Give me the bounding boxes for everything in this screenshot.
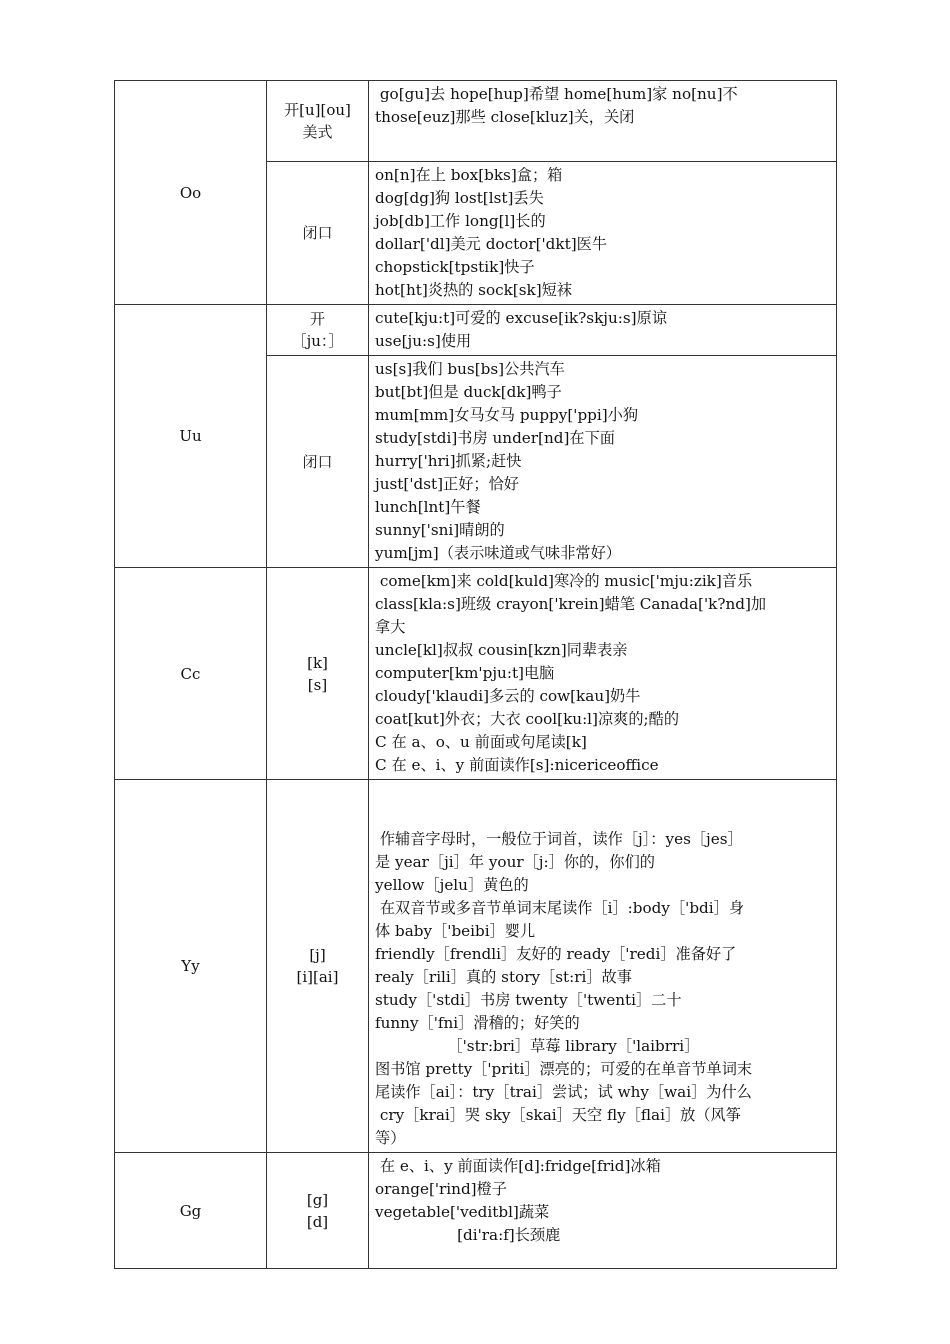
word-line: sunny['sni]晴朗的 bbox=[375, 521, 505, 539]
letter-cell: Oo bbox=[115, 81, 267, 305]
word-line: 是 year［ji］年 your［j:］你的，你们的 bbox=[375, 853, 655, 871]
word-line: 图书馆 pretty［'priti］漂亮的；可爱的在单音节单词末 bbox=[375, 1060, 753, 1078]
sound-cell bbox=[267, 568, 369, 780]
word-line: realy［rili］真的 story［st:ri］故事 bbox=[375, 968, 632, 986]
word-line: yum[jm]（表示味道或气味非常好） bbox=[375, 544, 621, 562]
table-row bbox=[115, 1153, 837, 1269]
word-line: C 在 a、o、u 前面或句尾读[k] bbox=[375, 733, 587, 751]
word-line: cloudy['klaudi]多云的 cow[kau]奶牛 bbox=[375, 687, 641, 705]
sound-cell bbox=[267, 81, 369, 162]
word-line: ［'str:bri］草莓 library［'laibrri］ bbox=[375, 1037, 700, 1055]
word-line bbox=[375, 805, 830, 828]
word-line: friendly［frendli］友好的 ready［'redi］准备好了 bbox=[375, 945, 737, 963]
sound-line: 闭口 bbox=[302, 224, 333, 242]
word-line: lunch[lnt]午餐 bbox=[375, 498, 481, 516]
words-cell bbox=[369, 162, 837, 305]
word-line: 在双音节或多音节单词末尾读作［i］:body［'bdi］身 bbox=[375, 899, 745, 917]
word-line: study[stdi]书房 under[nd]在下面 bbox=[375, 429, 615, 447]
word-line: uncle[kl]叔叔 cousin[kzn]同辈表亲 bbox=[375, 641, 628, 659]
word-line: dog[dg]狗 lost[lst]丢失 bbox=[375, 189, 544, 207]
word-line: us[s]我们 bus[bs]公共汽车 bbox=[375, 360, 565, 378]
letter-cell: Cc bbox=[115, 568, 267, 780]
word-line: 在 e、i、y 前面读作[d]:fridge[frid]冰箱 bbox=[375, 1157, 661, 1175]
word-line: hot[ht]炎热的 sock[sk]短袜 bbox=[375, 281, 573, 299]
sound-line: 开 bbox=[309, 310, 325, 328]
words-cell bbox=[369, 305, 837, 356]
word-line: orange['rind]橙子 bbox=[375, 1180, 507, 1198]
word-line: C 在 e、i、y 前面读作[s]:nicericeoffice bbox=[375, 756, 659, 774]
word-line: go[gu]去 hope[hup]希望 home[hum]家 no[nu]不 bbox=[375, 85, 738, 103]
table-row bbox=[115, 568, 837, 780]
words-cell bbox=[369, 81, 837, 162]
table-row bbox=[115, 780, 837, 1153]
words-cell bbox=[369, 568, 837, 780]
word-line: chopstick[tpstik]快子 bbox=[375, 258, 535, 276]
word-line: come[km]来 cold[kuld]寒冷的 music['mju:zik]音乐 bbox=[375, 572, 753, 590]
sound-line: 开[u][ou] bbox=[284, 101, 351, 119]
word-line: vegetable['veditbl]蔬菜 bbox=[375, 1203, 550, 1221]
word-line: 体 baby［'beibi］婴儿 bbox=[375, 922, 536, 940]
word-line: yellow［jelu］黄色的 bbox=[375, 876, 529, 894]
sound-line: [d] bbox=[306, 1212, 329, 1231]
letter-cell: Yy bbox=[115, 780, 267, 1153]
word-line: hurry['hri]抓紧;赶快 bbox=[375, 452, 522, 470]
word-line: coat[kut]外衣；大衣 cool[ku:l]凉爽的;酷的 bbox=[375, 710, 680, 728]
sound-cell bbox=[267, 356, 369, 568]
sound-line: [g] bbox=[306, 1190, 329, 1209]
word-line: study［'stdi］书房 twenty［'twenti］二十 bbox=[375, 991, 682, 1009]
sound-line: [k] bbox=[307, 653, 328, 672]
sound-line: ［ju：］ bbox=[291, 332, 344, 350]
sound-line: [s] bbox=[307, 675, 328, 694]
word-line bbox=[375, 782, 830, 805]
word-line: class[kla:s]班级 crayon['krein]蜡笔 Canada['k?nd]加 bbox=[375, 595, 767, 613]
sound-line: [j] bbox=[309, 946, 326, 964]
sound-cell bbox=[267, 305, 369, 356]
word-line: but[bt]但是 duck[dk]鸭子 bbox=[375, 383, 562, 401]
word-line: mum[mm]女马女马 puppy['ppi]小狗 bbox=[375, 406, 639, 424]
word-line: 等） bbox=[375, 1129, 406, 1147]
word-line: job[db]工作 long[l]长的 bbox=[375, 212, 546, 230]
word-line: those[euz]那些 close[kluz]关，关闭 bbox=[375, 108, 635, 126]
word-line: on[n]在上 box[bks]盒；箱 bbox=[375, 166, 563, 184]
sound-line: 闭口 bbox=[302, 452, 333, 471]
word-line: cute[kju:t]可爱的 excuse[ik?skju:s]原谅 bbox=[375, 309, 667, 327]
words-cell bbox=[369, 356, 837, 568]
word-line: [di'ra:f]长颈鹿 bbox=[375, 1226, 561, 1244]
word-line: funny［'fni］滑稽的；好笑的 bbox=[375, 1014, 580, 1032]
word-line: 尾读作［ai］：try［trai］尝试；试 why［wai］为什么 bbox=[375, 1083, 752, 1101]
table-row bbox=[115, 305, 837, 356]
word-line: computer[km'pju:t]电脑 bbox=[375, 664, 555, 682]
sound-line: 美式 bbox=[302, 123, 333, 141]
sound-cell bbox=[267, 162, 369, 305]
words-cell bbox=[369, 780, 837, 1153]
word-line: 作辅音字母时，一般位于词首，读作［j］：yes［jes］ bbox=[375, 830, 743, 848]
sound-cell bbox=[267, 780, 369, 1153]
word-line: dollar['dl]美元 doctor['dkt]医牛 bbox=[375, 235, 608, 253]
word-line: use[ju:s]使用 bbox=[375, 332, 472, 350]
phonics-table bbox=[114, 80, 837, 1269]
sound-line: [i][ai] bbox=[296, 968, 339, 986]
letter-cell: Gg bbox=[115, 1153, 267, 1269]
word-line: just['dst]正好；恰好 bbox=[375, 475, 519, 493]
word-line: cry［krai］哭 sky［skai］天空 fly［flai］放（风筝 bbox=[375, 1106, 741, 1124]
table-row bbox=[115, 81, 837, 162]
sound-cell bbox=[267, 1153, 369, 1269]
words-cell bbox=[369, 1153, 837, 1269]
letter-cell: Uu bbox=[115, 305, 267, 568]
word-line: 拿大 bbox=[375, 618, 406, 636]
